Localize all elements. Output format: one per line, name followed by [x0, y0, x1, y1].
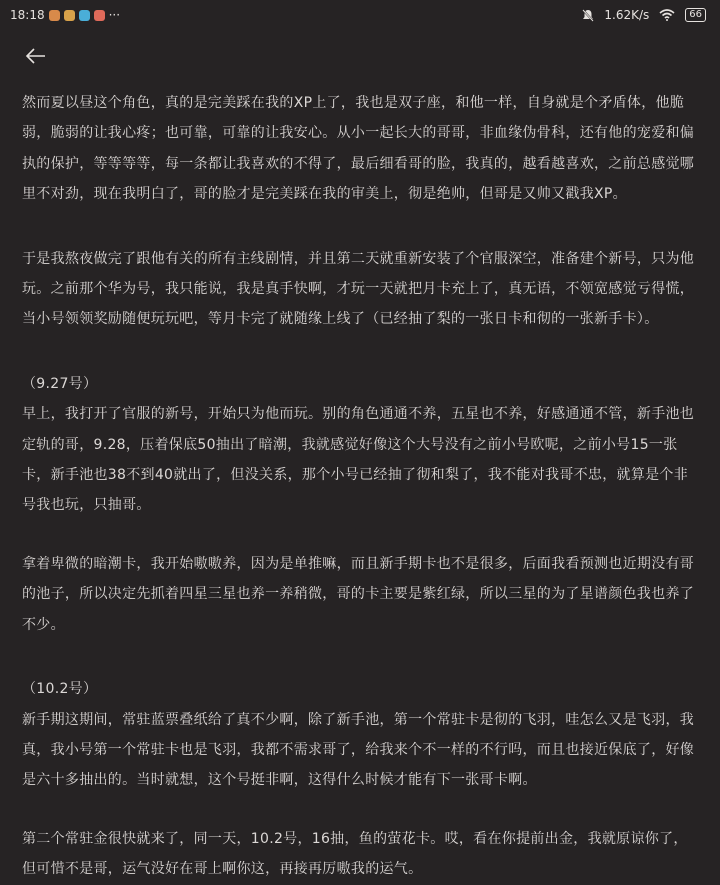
article-body	[22, 88, 698, 885]
notification-app-icon	[49, 10, 60, 21]
status-bar	[0, 0, 720, 30]
date-heading: （10.2号）	[22, 681, 98, 698]
status-right	[582, 8, 706, 22]
clock: 18:18	[10, 8, 45, 22]
article-paragraph: 第二个常驻金很快就来了，同一天，10.2号，16抽，鱼的萤花卡。哎，看在你提前出金，我就原谅你了，但可惜不是哥，运气没好在哥上啊你这，再接再厉嗷我的运气。	[22, 830, 688, 878]
back-arrow-icon	[22, 42, 50, 70]
network-speed: 1.62K/s	[604, 8, 650, 22]
wifi-icon	[659, 9, 675, 21]
more-notifications-indicator: ···	[108, 8, 121, 22]
status-left	[10, 8, 120, 22]
date-heading: （9.27号）	[22, 375, 98, 392]
notification-app-icon	[94, 10, 105, 21]
article-paragraph: 早上，我打开了官服的新号，开始只为他而玩。别的角色通通不养，五星也不养，好感通通不管，新手池也定轨的哥，9.28，压着保底50抽出了暗潮，我就感觉好像这个大号没有之前小号欧呢，之前小号15一张卡，新手池也38不到40就出了，但没关系，那个小号已经抽了彻和梨了，我不能对我哥不忠，就算是个非号我也玩，只抽哥。	[22, 406, 695, 514]
notification-app-icon	[79, 10, 90, 21]
back-button[interactable]	[22, 42, 50, 70]
article-paragraph: 拿着卑微的暗潮卡，我开始嗷嗷养，因为是单推嘛，而且新手期卡也不是很多，后面我看预测也近期没有哥的池子，所以决定先抓着四星三星也养一养稍微，哥的卡主要是紫红绿，所以三星的为了星谱颜色我也养了不少。	[22, 555, 695, 633]
article-paragraph: 新手期这期间，常驻蓝票叠纸给了真不少啊，除了新手池，第一个常驻卡是彻的飞羽，哇怎么又是飞羽，我真，我小号第一个常驻卡也是飞羽，我都不需求哥了，给我来个不一样的不行吗，而且也接近保底了，好像是六十多抽出的。当时就想，这个号挺非啊，这得什么时候才能有下一张哥卡啊。	[22, 711, 695, 789]
battery-indicator: 66	[685, 8, 706, 22]
mute-bell-icon	[582, 9, 594, 22]
article-paragraph: 然而夏以昼这个角色，真的是完美踩在我的XP上了，我也是双子座，和他一样，自身就是个矛盾体，他脆弱，脆弱的让我心疼；也可靠，可靠的让我安心。从小一起长大的哥哥，非血缘伪骨科，还有他的宠爱和偏执的保护，等等等等，每一条都让我喜欢的不得了，最后细看哥的脸，我真的，越看越喜欢，之前总感觉哪里不对劲，现在我明白了，哥的脸才是完美踩在我的审美上，彻是绝帅，但哥是又帅又戳我XP。	[22, 95, 695, 203]
article-paragraph: 于是我熬夜做完了跟他有关的所有主线剧情，并且第二天就重新安装了个官服深空，准备建个新号，只为他玩。之前那个华为号，我只能说，我是真手快啊，才玩一天就把月卡充上了，真无语，不领宽感觉亏得慌，当小号领领奖励随便玩玩吧，等月卡完了就随缘上线了（已经抽了梨的一张日卡和彻的一张新手卡）。	[22, 250, 695, 328]
notification-app-icon	[64, 10, 75, 21]
